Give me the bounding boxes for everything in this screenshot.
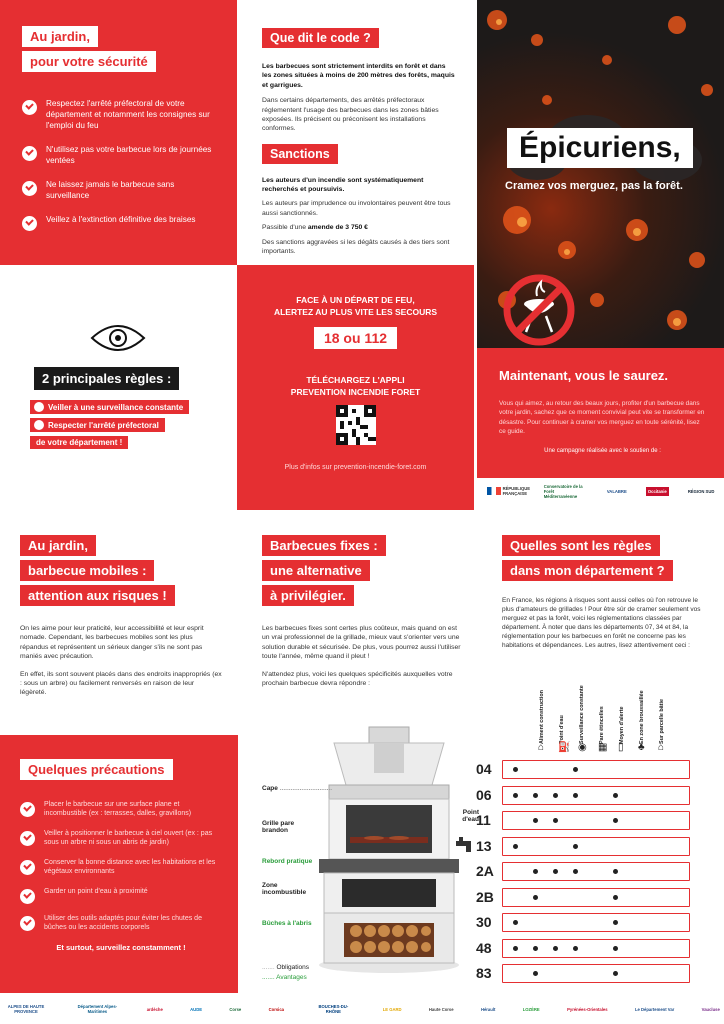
sanctions-aggravated: Des sanctions aggravées si les dégâts causés à des tiers sont importants. bbox=[262, 238, 450, 255]
partner-logo: Haute Corse bbox=[428, 1006, 454, 1012]
cover-subtitle: Cramez vos merguez, pas la forêt. bbox=[505, 180, 683, 192]
regles-item: Veiller à une surveillance constante bbox=[30, 400, 189, 414]
panel-code bbox=[240, 0, 476, 265]
logs-image bbox=[344, 923, 434, 957]
dept-code: 2B bbox=[476, 888, 494, 905]
home-icon: ⌂ bbox=[658, 742, 665, 753]
rule-dot bbox=[613, 920, 618, 925]
rule-dot bbox=[553, 946, 558, 951]
rule-dot bbox=[533, 895, 538, 900]
rule-dot bbox=[613, 895, 618, 900]
partner-logo: Le Département Var bbox=[634, 1006, 675, 1012]
banner-title: Maintenant, vous le saurez. bbox=[499, 368, 669, 383]
partner-logo: Vaucluse bbox=[701, 1006, 720, 1012]
panel-jardin-securite bbox=[0, 0, 237, 265]
list-item: Veiller à positionner le barbecue à ciel ouvert (ex : pas sous un arbre ni sous un abris de jardin) bbox=[20, 829, 222, 848]
cover-title: Épicuriens, bbox=[519, 131, 681, 164]
barbecue-illustration bbox=[314, 725, 464, 975]
rule-dot bbox=[573, 946, 578, 951]
label-cape: Cape ............................. bbox=[262, 785, 333, 792]
rule-dot bbox=[553, 869, 558, 874]
dept-code: 83 bbox=[476, 965, 492, 981]
rule-dot bbox=[573, 767, 578, 772]
list-item: Garder un point d'eau à proximité bbox=[20, 887, 222, 904]
qr-code-icon bbox=[336, 405, 376, 445]
col-header: Point d'eau bbox=[559, 715, 565, 744]
col-header: Pare étincelles bbox=[599, 706, 605, 744]
panel-regles bbox=[0, 265, 237, 505]
panel-mobiles bbox=[0, 515, 238, 735]
fixes-title: Barbecues fixes : une alternative à privilégier. bbox=[262, 535, 464, 610]
check-icon bbox=[34, 402, 44, 412]
precautions-closing: Et surtout, surveillez constamment ! bbox=[56, 942, 186, 952]
grid-icon: ▦ bbox=[598, 742, 608, 753]
rule-dot bbox=[533, 818, 538, 823]
legend-obligations: ....... Obligations bbox=[262, 964, 309, 971]
list-item: Ne laissez jamais le barbecue sans surveillance bbox=[22, 179, 219, 201]
rule-dot bbox=[553, 793, 558, 798]
partner-logo: ALPES DE HAUTE PROVENCE bbox=[7, 1004, 45, 1014]
partner-logos bbox=[477, 480, 724, 502]
water-tap-icon: ⛽ bbox=[558, 742, 571, 753]
check-icon bbox=[20, 831, 35, 846]
table-row bbox=[476, 913, 690, 932]
dept-text: En France, les régions à risques sont aussi celles où l'on retrouve le plus d'amateurs de grillades ! Pour être sûr de cramer seulement vos merguez et pas la forêt, voici les réglementations classées par département. À noter que dans les départements 07, 34 et 84, la réglementation pour les barbecues en forêt ne concerne pas les habitations et dépendances. Les autres, lisez attentivement ceci : bbox=[502, 597, 701, 649]
legend bbox=[262, 963, 309, 984]
dept-code: 13 bbox=[476, 837, 492, 854]
table-row bbox=[476, 760, 690, 779]
table-row bbox=[476, 837, 690, 856]
rule-dot bbox=[613, 869, 618, 874]
house-icon: ⌂ bbox=[538, 742, 545, 753]
rule-dot bbox=[533, 869, 538, 874]
regles-item: Respecter l'arrêté préfectoral bbox=[30, 418, 165, 432]
logo-region-sud: RÉGION SUD bbox=[687, 488, 715, 494]
col-header: Surveillance constante bbox=[579, 685, 585, 744]
rule-dot bbox=[533, 971, 538, 976]
tree-icon: ♣ bbox=[638, 742, 645, 753]
regles-item-cont: de votre département ! bbox=[30, 436, 128, 449]
list-item: Placer le barbecue sur une surface plane et incombustible (ex : terrasses, dalles, gravillons) bbox=[20, 800, 222, 819]
rule-dot bbox=[513, 844, 518, 849]
check-icon bbox=[22, 181, 37, 196]
mobiles-p2: En effet, ils sont souvent placés dans des endroits inappropriés (ex : sous un arbre) ou facilement renversés en raison de leur légèreté. bbox=[20, 670, 222, 697]
col-header: Moyen d'alerte bbox=[619, 706, 625, 744]
sanctions-text: Les auteurs par imprudence ou involontaires peuvent être tous aussi sanctionnés. bbox=[262, 200, 451, 217]
mobiles-p1: On les aime pour leur praticité, leur accessibilité et leur esprit nomade. Cependant, les barbecues mobiles sont les plus répandus et représentent un sérieux danger s'ils ne sont pas maniés avec précaution. bbox=[20, 625, 204, 661]
footer-logos bbox=[0, 996, 724, 1024]
dept-code: 30 bbox=[476, 914, 492, 930]
eye-icon: ◉ bbox=[578, 742, 587, 753]
check-icon bbox=[22, 100, 37, 115]
logo-conservatoire: Conservatoire de la Forêt Méditerranéenne bbox=[543, 483, 583, 499]
rule-dot bbox=[613, 971, 618, 976]
list-item: Conserver la bonne distance avec les habitations et les végétaux environnants bbox=[20, 858, 222, 877]
partner-logo: Département Alpes-Maritimes bbox=[77, 1004, 118, 1014]
phone-icon: ▯ bbox=[618, 742, 624, 753]
check-icon bbox=[22, 146, 37, 161]
code-title: Que dit le code ? bbox=[262, 28, 379, 48]
dept-code: 11 bbox=[476, 812, 491, 828]
sanctions-amount: Passible d'une amende de 3 750 € bbox=[262, 224, 368, 232]
rule-dot bbox=[513, 920, 518, 925]
partner-logo: Hérault bbox=[480, 1006, 496, 1012]
precautions-title: Quelques précautions bbox=[20, 759, 173, 780]
app-line2: PREVENTION INCENDIE FORET bbox=[290, 387, 421, 397]
rule-dot bbox=[613, 946, 618, 951]
check-icon bbox=[20, 802, 35, 817]
partner-logo: BOUCHES-DU-RHÔNE bbox=[318, 1004, 349, 1014]
rule-dot bbox=[613, 793, 618, 798]
table-row bbox=[476, 964, 690, 983]
panel-fixes bbox=[244, 515, 480, 993]
sanctions-title: Sanctions bbox=[262, 144, 338, 164]
rule-dot bbox=[513, 767, 518, 772]
mobiles-title: Au jardin, barbecue mobiles : attention aux risques ! bbox=[20, 535, 222, 610]
rule-dot bbox=[533, 946, 538, 951]
rule-dot bbox=[613, 818, 618, 823]
code-text: Dans certains départements, des arrêtés préfectoraux réglementent l'usage des barbecues dans les zones bâties exposées. Ils précisent ou préconisent les installations conformes. bbox=[262, 97, 439, 133]
rule-dot bbox=[513, 946, 518, 951]
banner-text: Vous qui aimez, au retour des beaux jours, profiter d'un barbecue dans votre jardin, sachez que ce moment convivial peut vite se transformer en désastre. Pour continuer à cramer vos merguez en toute sérénité, lisez ce guide. bbox=[499, 400, 705, 435]
partner-logo: Corse bbox=[229, 1006, 242, 1012]
list-item: Utiliser des outils adaptés pour éviter les chutes de bûches ou les accidents corporels bbox=[20, 914, 222, 933]
col-header: Sur parcelle bâtie bbox=[659, 699, 665, 744]
campaign-text: Une campagne réalisée avec le soutien de : bbox=[544, 448, 661, 455]
dept-code: 04 bbox=[476, 761, 492, 777]
check-icon bbox=[22, 216, 37, 231]
list-item: Veillez à l'extinction définitive des braises bbox=[22, 214, 219, 231]
sanctions-bold: Les auteurs d'un incendie sont systématiquement recherchés et poursuivis. bbox=[262, 176, 424, 193]
list-item: Respectez l'arrêté préfectoral de votre département et notamment les consignes sur l'emploi du feu bbox=[22, 98, 219, 131]
checklist bbox=[22, 98, 219, 231]
emergency-numbers: 18 ou 112 bbox=[314, 327, 397, 349]
rule-dot bbox=[573, 793, 578, 798]
label-rebord: Rebord pratique bbox=[262, 858, 313, 865]
rule-dot bbox=[573, 869, 578, 874]
label-zone: Zone incombustible bbox=[262, 882, 307, 896]
dept-code: 48 bbox=[476, 939, 492, 956]
check-icon bbox=[20, 916, 35, 931]
col-header: En zone broussaillée bbox=[639, 690, 645, 744]
legend-avantages: ....... Avantages bbox=[262, 974, 307, 982]
cover-photo bbox=[477, 0, 724, 348]
logo-valabre: VALABRE bbox=[606, 488, 627, 494]
alerte-line1: FACE À UN DÉPART DE FEU, bbox=[296, 295, 415, 305]
rule-dot bbox=[513, 793, 518, 798]
partner-logo: ardèche bbox=[146, 1006, 163, 1012]
faucet-icon bbox=[454, 837, 478, 857]
table-row bbox=[476, 811, 690, 830]
regles-title: 2 principales règles : bbox=[34, 367, 179, 390]
partner-logo: Pyrénées-Orientales bbox=[567, 1006, 608, 1012]
column-icons bbox=[536, 742, 696, 756]
cover-banner bbox=[477, 348, 724, 478]
rule-dot bbox=[533, 793, 538, 798]
label-buches: Bûches à l'abris bbox=[262, 920, 312, 927]
rule-dot bbox=[553, 818, 558, 823]
table-row bbox=[476, 888, 690, 907]
dept-code: 2A bbox=[476, 863, 494, 879]
app-line1: TÉLÉCHARGEZ L'APPLI bbox=[306, 375, 405, 385]
check-icon bbox=[34, 420, 44, 430]
panel-title: Au jardin, pour votre sécurité bbox=[22, 26, 219, 76]
rule-dot bbox=[573, 844, 578, 849]
label-grille: Grille pare brandon bbox=[262, 820, 295, 834]
dept-code: 06 bbox=[476, 786, 492, 803]
label-eau: Point d'eau bbox=[462, 809, 479, 823]
more-info-link[interactable]: Plus d'infos sur prevention-incendie-foret.com bbox=[284, 464, 427, 471]
eye-icon bbox=[90, 320, 146, 356]
panel-precautions bbox=[0, 735, 238, 993]
list-item: N'utilisez pas votre barbecue lors de journées ventées bbox=[22, 144, 219, 166]
precautions-list bbox=[20, 800, 222, 933]
check-icon bbox=[20, 860, 35, 875]
alerte-line2: ALERTEZ AU PLUS VITE LES SECOURS bbox=[273, 307, 438, 317]
table-row bbox=[476, 939, 690, 958]
code-bold: Les barbecues sont strictement interdits en forêt et dans les zones situées à moins de 200 mètres des forêts, maquis et garrigues. bbox=[262, 63, 455, 89]
dept-title: Quelles sont les règles dans mon département ? bbox=[502, 535, 710, 585]
partner-logo: AUDE bbox=[190, 1006, 203, 1012]
partner-logo: LE GARD bbox=[382, 1006, 402, 1012]
fixes-p1: Les barbecues fixes sont certes plus coûteux, mais quand on est un vrai professionnel de la grillade, mieux vaut s'orienter vers une solution durable et sécurisée. De plus, vous pourrez aussi l'utiliser toute l'année, même quand il pleut ! bbox=[262, 625, 461, 661]
fixes-p2: N'attendez plus, voici les quelques spécificités auxquelles votre prochain barbecue devra répondre : bbox=[262, 670, 453, 687]
panel-alerte bbox=[237, 265, 474, 510]
logo-occitanie: Occitanie bbox=[647, 488, 667, 494]
check-icon bbox=[20, 889, 35, 904]
col-header: Aliment construction bbox=[539, 690, 545, 744]
table-row bbox=[476, 786, 690, 805]
logo-republique: RÉPUBLIQUE FRANÇAISE bbox=[487, 486, 525, 496]
cover-title-box bbox=[507, 128, 693, 168]
partner-logo: Corsica bbox=[268, 1006, 284, 1012]
partner-logo: LOZÈRE bbox=[522, 1006, 540, 1012]
cover-panel bbox=[477, 0, 724, 505]
table-row bbox=[476, 862, 690, 881]
no-barbecue-icon bbox=[499, 270, 579, 348]
